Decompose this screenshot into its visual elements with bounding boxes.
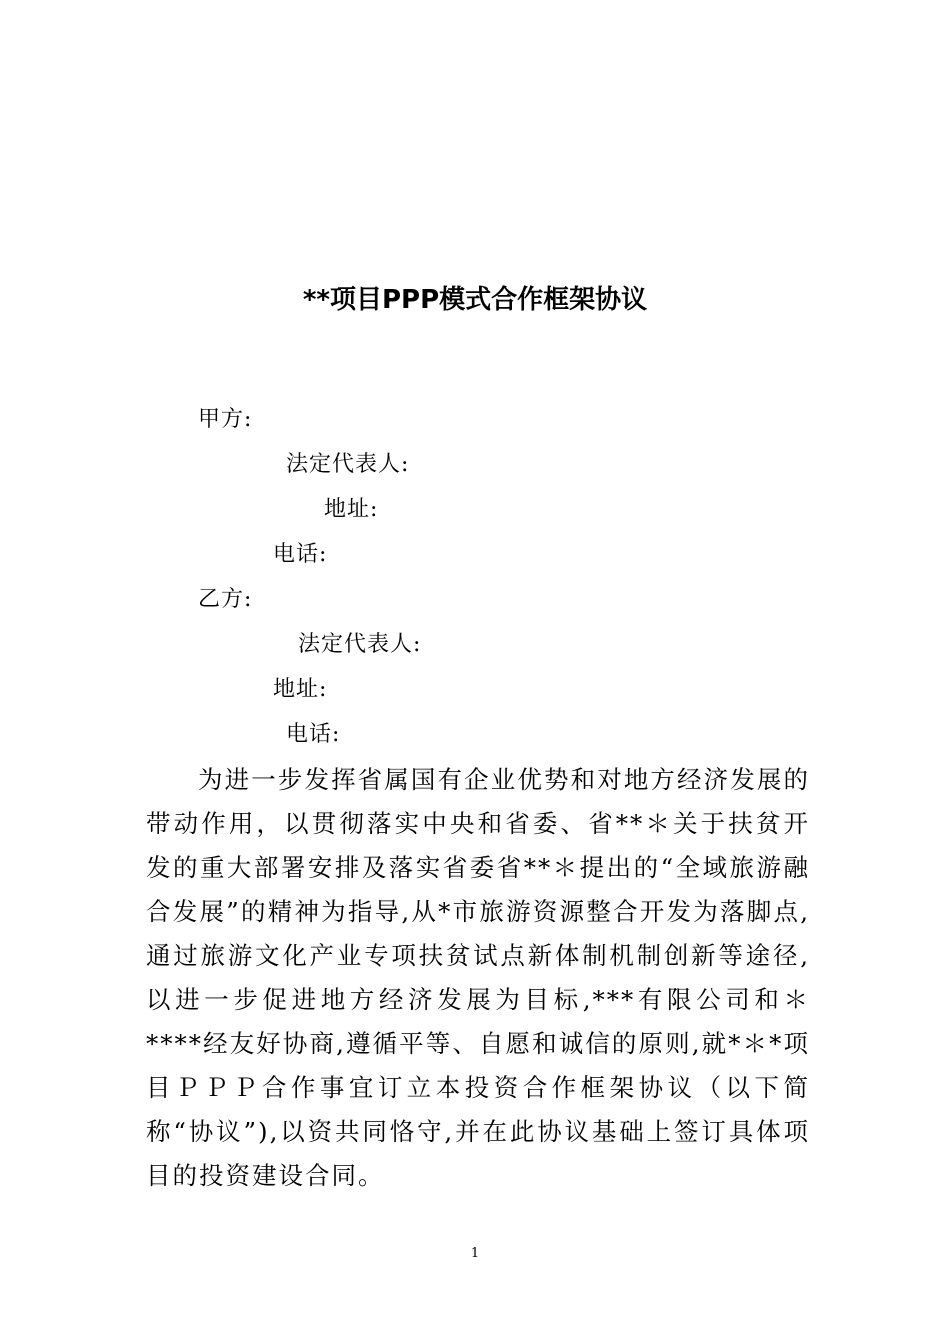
party-b-label: 乙方: <box>198 587 253 612</box>
party-b-phone: 电话: <box>286 722 341 747</box>
document-title: **项目PPP模式合作框架协议 <box>302 285 648 315</box>
body-paragraph: 为进一步发挥省属国有企业优势和对地方经济发展的带动作用，以贯彻落实中央和省委、省**＊关于扶贫开发的重大部署安排及落实省委省**＊提出的“全域旅游融合发展”的精神为指导,从*市旅游资源整合开发为落脚点,通过旅游文化产业专项扶贫试点新体制机制创新等途径,以进一步促进地方经济发展为目标,***有限公司和＊****经友好协商,遵循平等、自愿和诚信的原则,就*＊*项目ＰＰＰ合作事宜订立本投资合作框架协议（以下简称“协议”),以资共同恪守,并在此协议基础上签订具体项目的投资建设合同。 <box>146 765 810 1190</box>
party-b-address: 地址: <box>273 677 328 702</box>
party-a-phone: 电话: <box>273 542 328 567</box>
page-number: 1 <box>470 1246 480 1261</box>
party-a-address: 地址: <box>324 497 379 522</box>
party-a-legal-rep: 法定代表人: <box>286 452 410 477</box>
party-a-label: 甲方: <box>198 407 253 432</box>
party-b-legal-rep: 法定代表人: <box>298 632 422 657</box>
